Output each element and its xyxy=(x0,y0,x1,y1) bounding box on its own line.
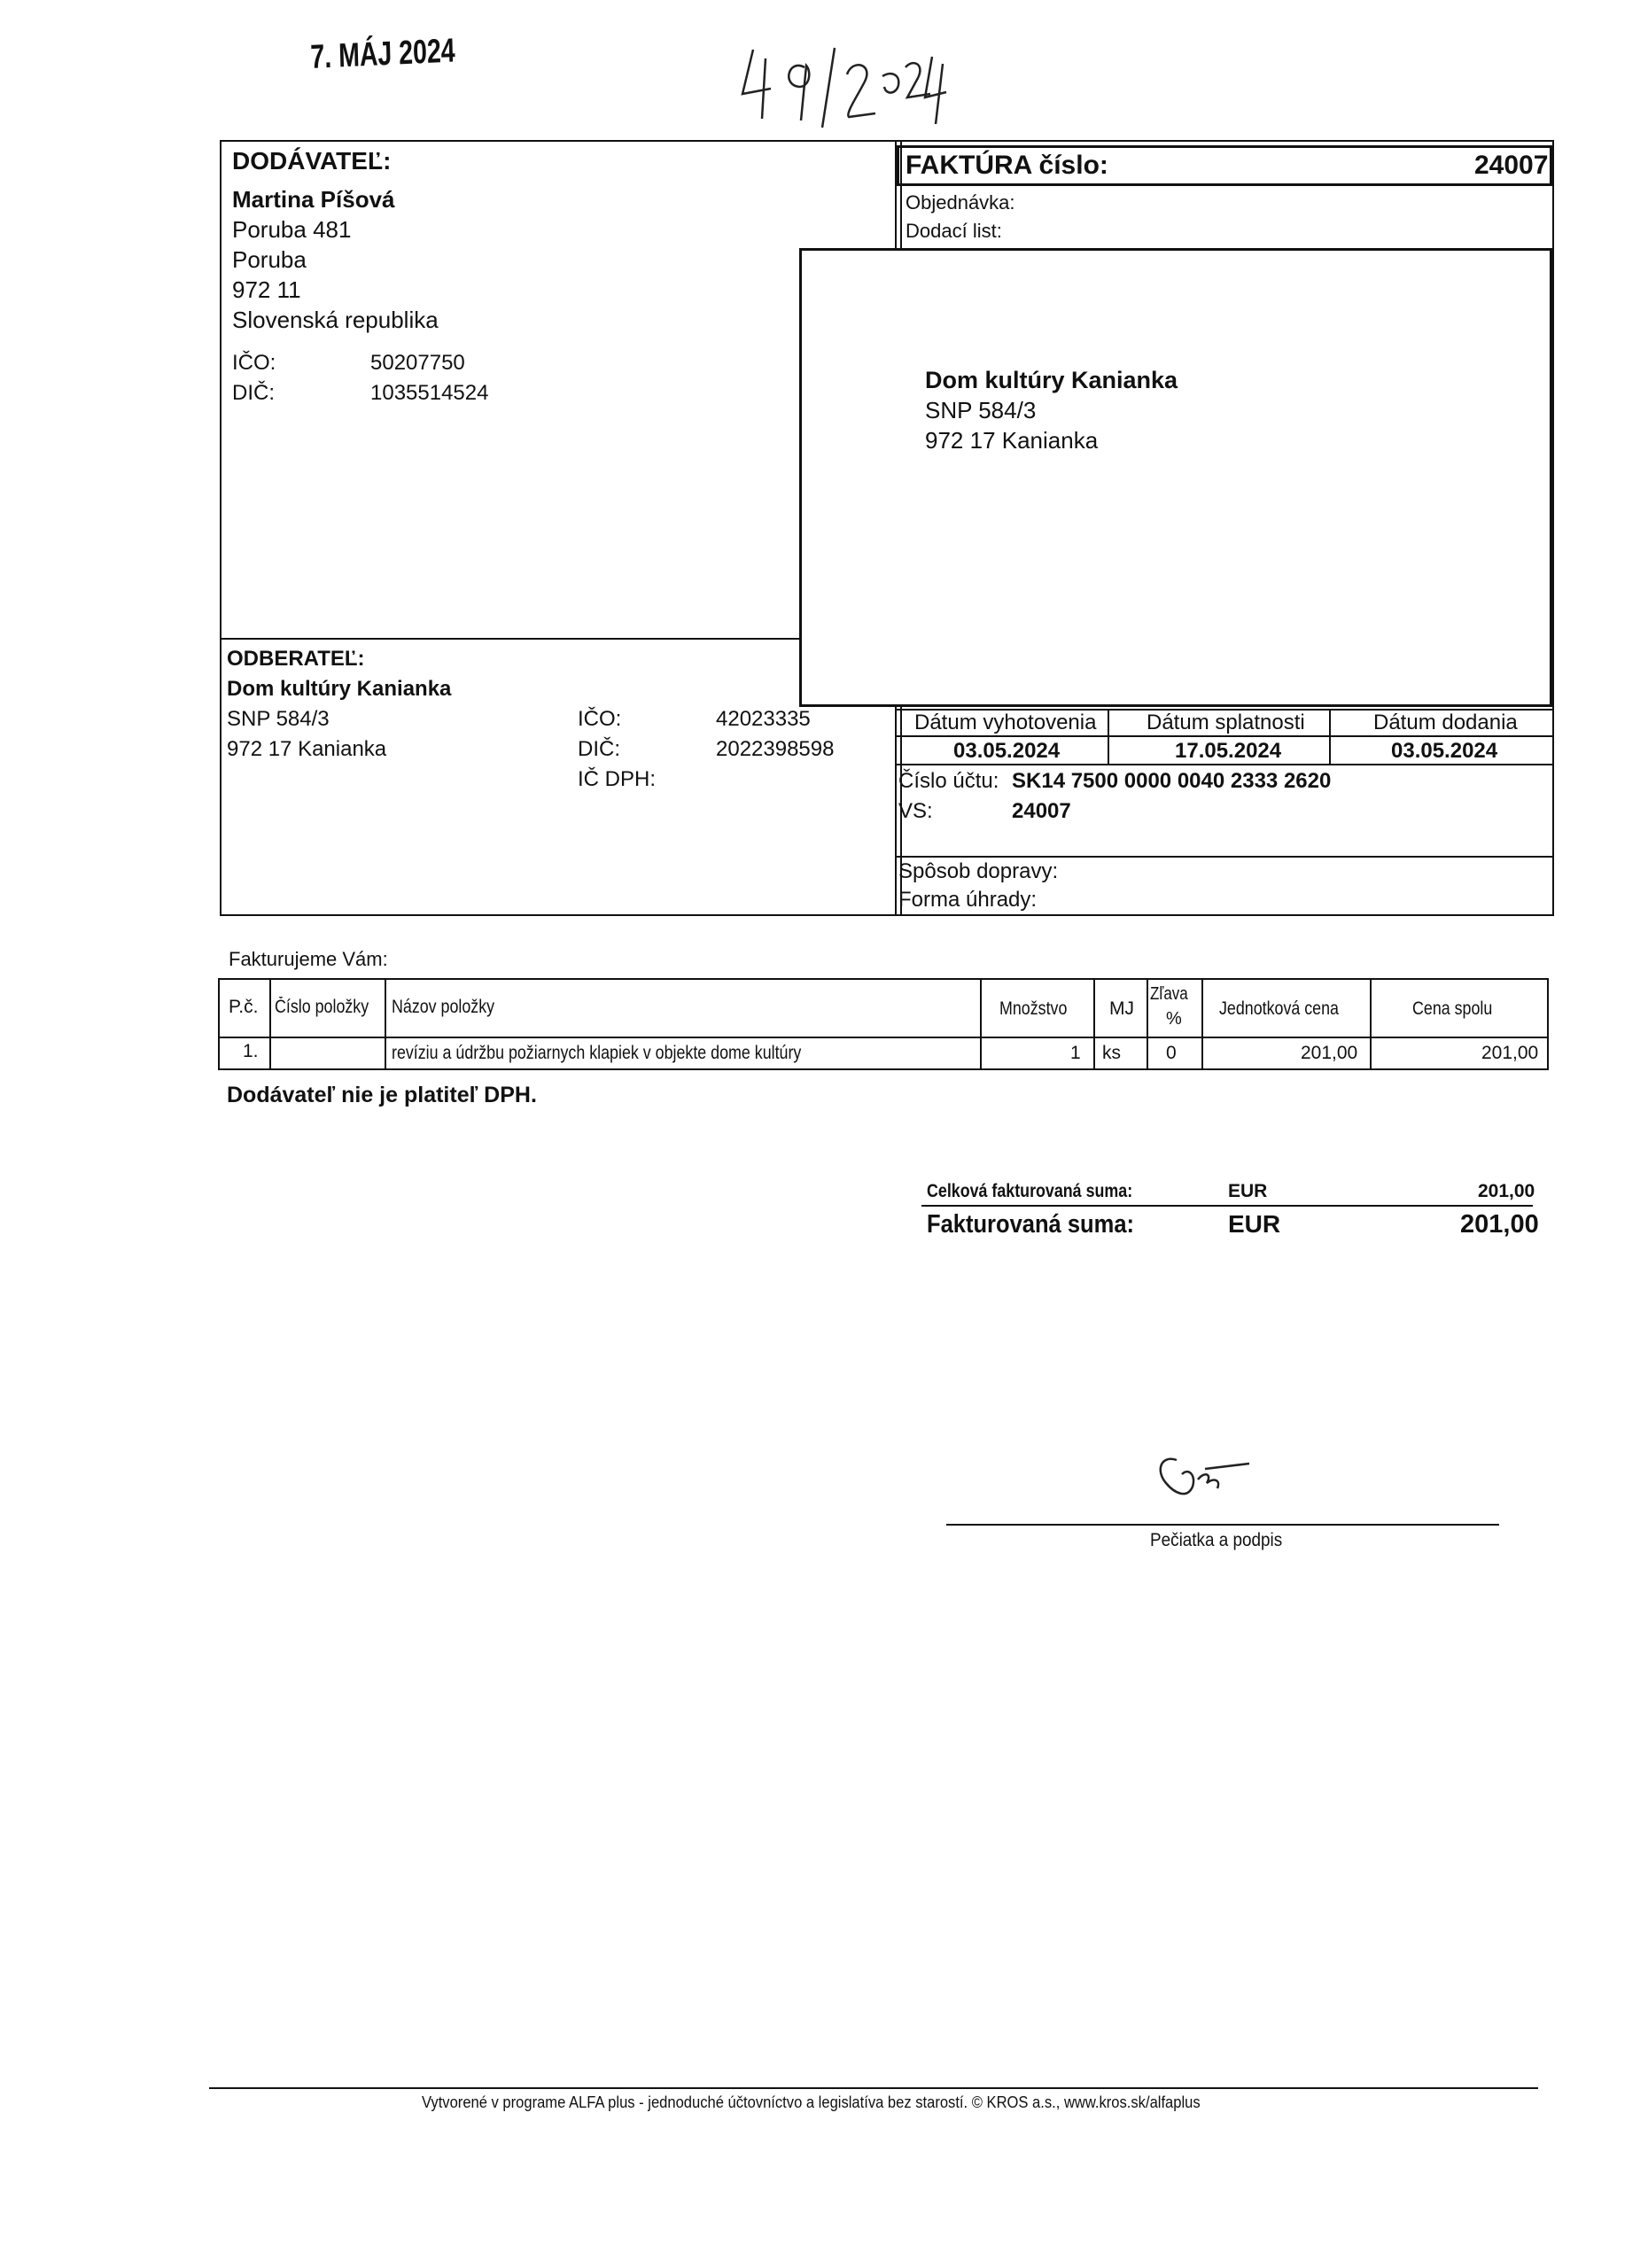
customer-street: SNP 584/3 xyxy=(227,707,330,731)
handwritten-reference xyxy=(735,32,957,129)
customer-dic-label: DIČ: xyxy=(578,737,620,761)
payment-form-label: Forma úhrady: xyxy=(898,888,1038,912)
col-total: Cena spolu xyxy=(1412,998,1493,1019)
col-pc: P.č. xyxy=(229,997,259,1017)
order-label: Objednávka: xyxy=(906,191,1015,214)
vat-note: Dodávateľ nie je platiteľ DPH. xyxy=(227,1083,537,1107)
signature-label: Pečiatka a podpis xyxy=(1150,1530,1283,1550)
invoice-number: 24007 xyxy=(1474,151,1549,180)
signature-line xyxy=(946,1524,1499,1526)
delivery-date-label: Dátum dodania xyxy=(1373,711,1518,734)
issued-date: 03.05.2024 xyxy=(953,739,1061,763)
signature xyxy=(1143,1444,1285,1515)
supplier-name: Martina Píšová xyxy=(232,186,395,213)
row-name: revíziu a údržbu požiarnych klapiek v objekte dome kultúry xyxy=(392,1043,802,1063)
account-label: Číslo účtu: xyxy=(898,769,999,793)
issued-date-label: Dátum vyhotovenia xyxy=(914,711,1097,734)
supplier-heading: DODÁVATEĽ: xyxy=(232,147,392,175)
row-unit-price: 201,00 xyxy=(1301,1043,1358,1063)
customer-city: 972 17 Kanianka xyxy=(227,737,387,761)
customer-ico-label: IČO: xyxy=(578,707,622,731)
footer-line xyxy=(209,2087,1538,2089)
col-name: Názov položky xyxy=(392,997,495,1017)
invoiced-currency: EUR xyxy=(1228,1210,1281,1238)
customer-ico: 42023335 xyxy=(716,707,811,731)
delivery-date: 03.05.2024 xyxy=(1391,739,1498,763)
vs-label: VS: xyxy=(898,799,933,823)
row-total: 201,00 xyxy=(1481,1043,1539,1063)
supplier-dic: 1035514524 xyxy=(370,381,489,405)
supplier-ico-label: IČO: xyxy=(232,351,276,375)
row-discount: 0 xyxy=(1166,1043,1177,1063)
customer-icdph-label: IČ DPH: xyxy=(578,767,657,791)
total-label: Celková fakturovaná suma: xyxy=(927,1181,1133,1201)
col-discount-pct: % xyxy=(1166,1009,1182,1029)
recipient-name: Dom kultúry Kanianka xyxy=(925,367,1178,393)
recipient-city: 972 17 Kanianka xyxy=(925,427,1099,454)
row-unit: ks xyxy=(1102,1043,1121,1063)
col-item-no: Číslo položky xyxy=(275,997,369,1017)
supplier-country: Slovenská republika xyxy=(232,307,439,333)
supplier-street: Poruba 481 xyxy=(232,216,352,243)
items-intro: Fakturujeme Vám: xyxy=(229,948,388,970)
due-date: 17.05.2024 xyxy=(1175,739,1282,763)
customer-heading: ODBERATEĽ: xyxy=(227,647,365,671)
invoice-title: FAKTÚRA číslo: xyxy=(906,151,1108,180)
col-discount: Zľava xyxy=(1150,984,1188,1004)
col-unit-price: Jednotková cena xyxy=(1219,998,1339,1019)
footer-text: Vytvorené v programe ALFA plus - jednoduché účtovníctvo a legislatíva bez starostí. © KROS a.s., www.kros.sk/alfaplus xyxy=(422,2093,1201,2111)
row-qty: 1 xyxy=(1070,1043,1081,1063)
invoiced-label: Fakturovaná suma: xyxy=(927,1210,1135,1239)
supplier-city: Poruba xyxy=(232,246,307,273)
col-qty: Množstvo xyxy=(999,998,1068,1019)
supplier-dic-label: DIČ: xyxy=(232,381,275,405)
row-pc: 1. xyxy=(243,1041,259,1061)
recipient-street: SNP 584/3 xyxy=(925,397,1037,423)
total-currency: EUR xyxy=(1228,1181,1268,1201)
vs-value: 24007 xyxy=(1012,799,1071,823)
recipient-window xyxy=(799,248,1552,707)
delivery-note-label: Dodací list: xyxy=(906,220,1002,242)
received-date-stamp: 7. MÁJ 2024 xyxy=(309,32,456,76)
total-value: 201,00 xyxy=(1478,1181,1535,1201)
transport-label: Spôsob dopravy: xyxy=(898,859,1059,883)
customer-dic: 2022398598 xyxy=(716,737,835,761)
supplier-ico: 50207750 xyxy=(370,351,465,375)
account-number: SK14 7500 0000 0040 2333 2620 xyxy=(1012,769,1332,793)
invoiced-value: 201,00 xyxy=(1460,1210,1539,1239)
customer-name: Dom kultúry Kanianka xyxy=(227,677,452,701)
due-date-label: Dátum splatnosti xyxy=(1147,711,1305,734)
supplier-zip: 972 11 xyxy=(232,276,301,303)
col-unit: MJ xyxy=(1109,998,1134,1019)
